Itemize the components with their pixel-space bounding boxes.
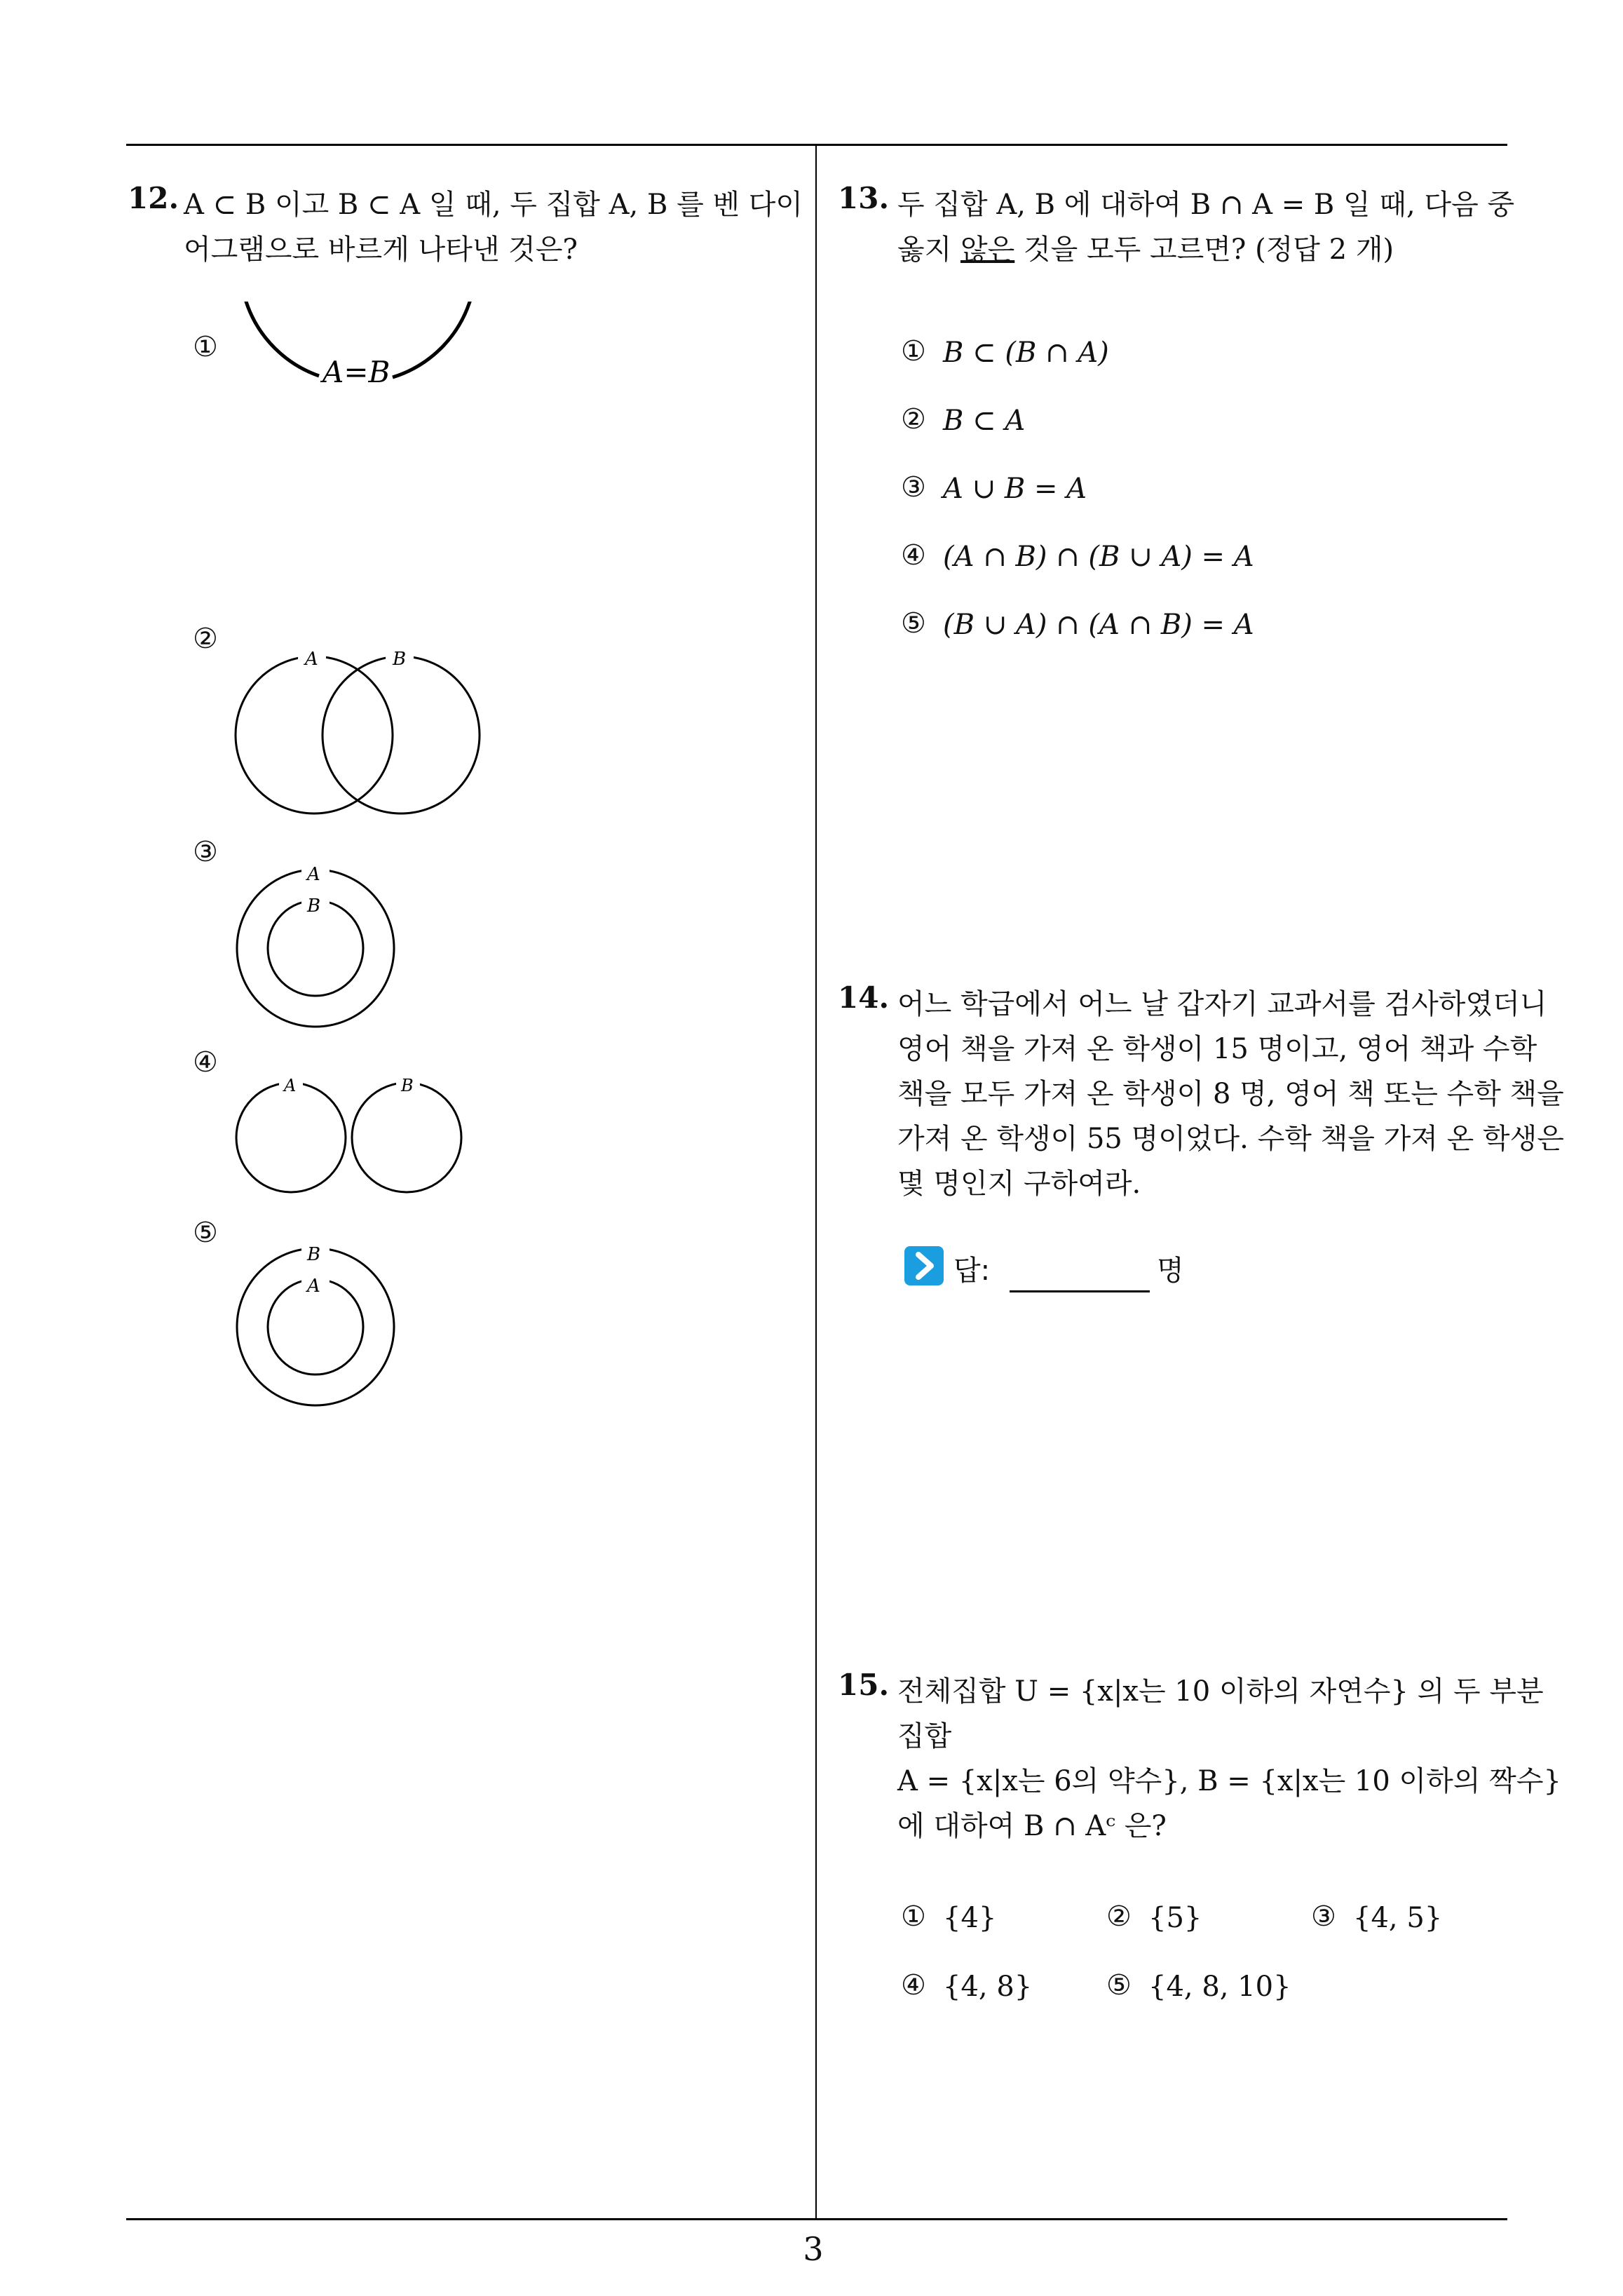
venn-option-5	[237, 1240, 394, 1405]
venn-label: A	[307, 1276, 320, 1297]
venn-label: A	[284, 1076, 297, 1095]
option-mark-5[interactable]: ⑤	[901, 607, 926, 640]
answer-label: 답:	[953, 1255, 991, 1287]
question-text-line1: 전체집합 U = {x|x는 10 이하의 자연수} 의 두 부분	[897, 1675, 1544, 1708]
option-mark-3[interactable]: ③	[901, 471, 926, 504]
question-text-line2	[897, 227, 1394, 267]
question-number: 13.	[838, 181, 890, 215]
question-text-line2: 영어 책을 가져 온 학생이 15 명이고, 영어 책과 수학	[897, 1033, 1537, 1065]
option-mark-2[interactable]: ②	[193, 623, 218, 655]
venn-diagrams	[0, 302, 701, 1424]
venn-label: A	[307, 864, 320, 885]
option-mark-2[interactable]: ②	[901, 403, 926, 435]
option-mark-1[interactable]: ①	[193, 331, 218, 363]
option-text-3[interactable]: {4, 5}	[1353, 1902, 1443, 1934]
option-text-4[interactable]: {4, 8}	[943, 1971, 1033, 2003]
option-mark-4[interactable]: ④	[193, 1046, 218, 1079]
option-mark-5[interactable]: ⑤	[1106, 1969, 1132, 2001]
question-text-line2: 집합	[897, 1720, 952, 1753]
venn-label: B	[307, 896, 321, 917]
option-text-1[interactable]: B ⊂ (B ∩ A)	[943, 337, 1109, 369]
column-divider	[815, 144, 817, 2220]
option-mark-4[interactable]: ④	[901, 539, 926, 572]
option-mark-2[interactable]: ②	[1106, 1900, 1132, 1933]
top-rule	[126, 144, 1507, 146]
line2-post: 것을 모두 고르면? (정답 2 개)	[1014, 234, 1394, 266]
venn-label: B	[401, 1076, 414, 1095]
option-mark-1[interactable]: ①	[901, 335, 926, 367]
question-text-line5: 몇 명인지 구하여라.	[897, 1168, 1141, 1200]
venn-label: A=B	[322, 355, 391, 389]
venn-option-3	[237, 860, 394, 1027]
answer-unit: 명	[1157, 1255, 1184, 1287]
answer-arrow-icon	[903, 1245, 945, 1287]
venn-label: B	[393, 649, 407, 670]
question-text-line4: 가져 온 학생이 55 명이었다. 수학 책을 가져 온 학생은	[897, 1123, 1564, 1155]
question-text-line1: A ⊂ B 이고 B ⊂ A 일 때, 두 집합 A, B 를 벤 다이	[184, 189, 803, 221]
line2-pre: 옳지	[897, 234, 960, 266]
question-number: 15.	[838, 1668, 890, 1702]
question-text-line3: 책을 모두 가져 온 학생이 8 명, 영어 책 또는 수학 책을	[897, 1078, 1564, 1110]
venn-option-4	[236, 1073, 461, 1192]
venn-option-2	[236, 645, 480, 813]
option-text-1[interactable]: {4}	[943, 1902, 997, 1934]
option-mark-3[interactable]: ③	[193, 836, 218, 868]
option-mark-3[interactable]: ③	[1311, 1900, 1336, 1933]
option-text-3[interactable]: A ∪ B = A	[943, 473, 1087, 505]
option-text-5[interactable]: {4, 8, 10}	[1148, 1971, 1291, 2003]
underlined-word: 않은	[960, 234, 1015, 266]
option-text-2[interactable]: {5}	[1148, 1902, 1202, 1934]
option-text-4[interactable]: (A ∩ B) ∩ (B ∪ A) = A	[943, 541, 1254, 573]
question-number: 14.	[838, 980, 890, 1015]
question-text-line1: 두 집합 A, B 에 대하여 B ∩ A = B 일 때, 다음 중	[897, 189, 1515, 221]
option-mark-4[interactable]: ④	[901, 1969, 926, 2001]
question-text-line2: 어그램으로 바르게 나타낸 것은?	[184, 234, 578, 266]
question-number: 12.	[128, 181, 179, 215]
option-mark-1[interactable]: ①	[901, 1900, 926, 1933]
answer-blank[interactable]	[1010, 1290, 1150, 1292]
venn-option-1	[240, 302, 476, 389]
question-text-line4: 에 대하여 B ∩ Aᶜ 은?	[897, 1810, 1167, 1842]
venn-label: B	[307, 1244, 321, 1265]
bottom-rule	[126, 2218, 1507, 2220]
option-text-5[interactable]: (B ∪ A) ∩ (A ∩ B) = A	[943, 609, 1254, 641]
question-text-line1: 어느 학급에서 어느 날 갑자기 교과서를 검사하였더니	[897, 988, 1547, 1020]
option-mark-5[interactable]: ⑤	[193, 1217, 218, 1249]
page-number: 3	[803, 2230, 824, 2268]
option-text-2[interactable]: B ⊂ A	[943, 405, 1026, 437]
venn-label: A	[305, 649, 318, 670]
question-text-line3: A = {x|x는 6의 약수}, B = {x|x는 10 이하의 짝수}	[897, 1765, 1561, 1797]
